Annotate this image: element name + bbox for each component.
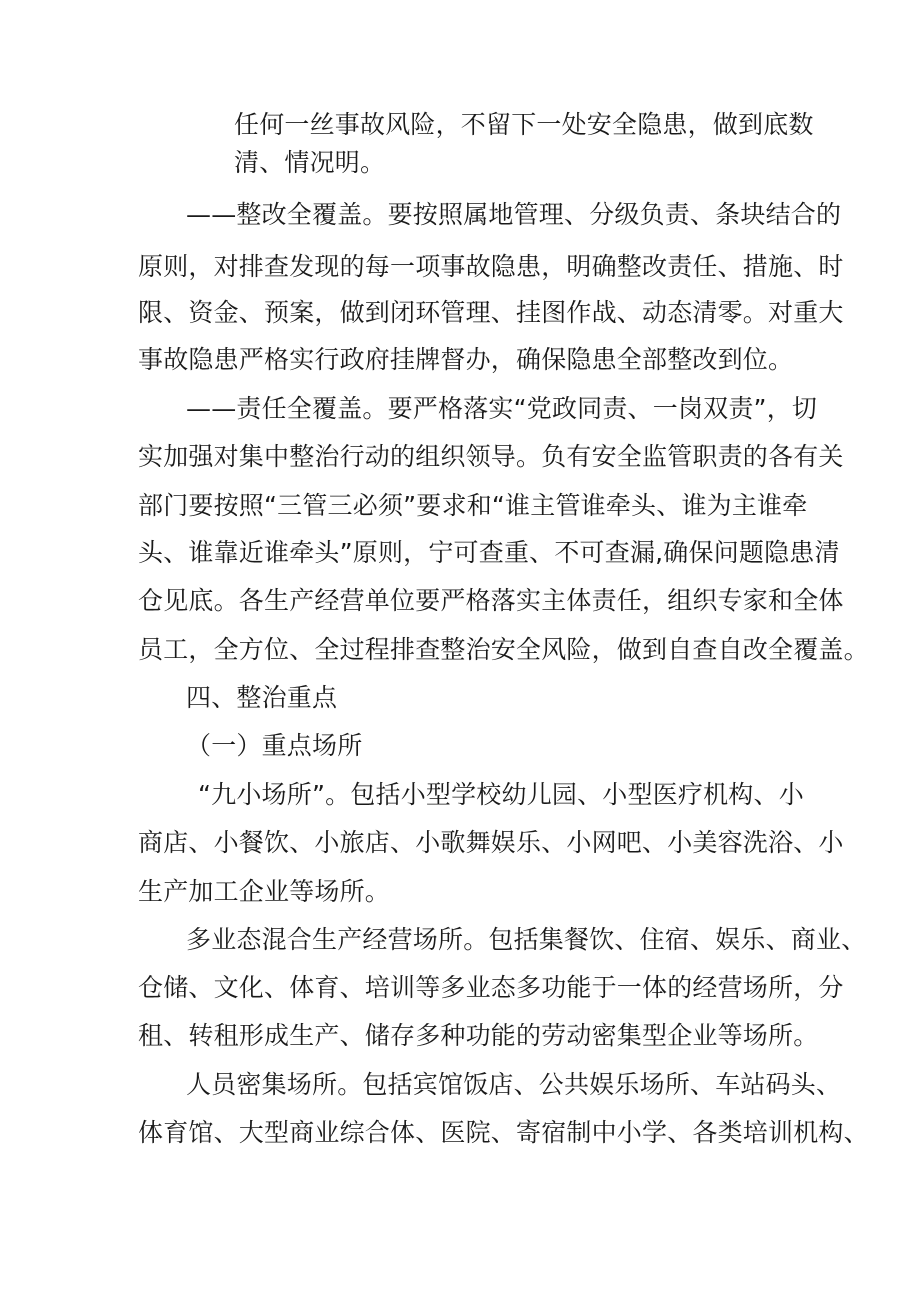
text-line-11: 仓见底。各生产经营单位要严格落实主体责任，组织专家和全体 [138, 586, 844, 615]
text-line-12: 员工，全方位、全过程排查整治安全风险，做到自查自改全覆盖。 [138, 635, 869, 664]
text-line-7: ——责任全覆盖。要严格落实“党政同责、一岗双责”，切 [186, 394, 818, 423]
text-line-9: 部门要按照“三管三必须”要求和“谁主管谁牵头、谁为主谁牵 [138, 491, 808, 520]
text-line-8: 实加强对集中整治行动的组织领导。负有安全监管职责的各有关 [138, 442, 844, 471]
text-line-16: 商店、小餐饮、小旅店、小歌舞娱乐、小网吧、小美容洗浴、小 [138, 828, 844, 857]
subsection-heading: （一）重点场所 [186, 731, 363, 760]
text-line-1: 任何一丝事故风险，不留下一处安全隐患，做到底数 [234, 110, 814, 139]
text-line-17: 生产加工企业等场所。 [138, 877, 391, 906]
text-line-20: 租、转租形成生产、储存多种功能的劳动密集型企业等场所。 [138, 1021, 819, 1050]
text-line-19: 仓储、文化、体育、培训等多业态多功能于一体的经营场所，分 [138, 973, 844, 1002]
text-line-15: “九小场所”。包括小型学校幼儿园、小型医疗机构、小 [198, 780, 804, 809]
section-heading: 四、整治重点 [186, 683, 338, 712]
text-line-6: 事故隐患严格实行政府挂牌督办，确保隐患全部整改到位。 [138, 345, 794, 374]
text-line-10: 头、谁靠近谁牵头”原则，宁可查重、不可查漏,确保问题隐患清 [138, 538, 840, 567]
text-line-22: 体育馆、大型商业综合体、医院、寄宿制中小学、各类培训机构、 [138, 1118, 869, 1147]
text-line-21: 人员密集场所。包括宾馆饭店、公共娱乐场所、车站码头、 [186, 1070, 842, 1099]
text-line-2: 清、情况明。 [234, 148, 386, 177]
text-line-5: 限、资金、预案，做到闭环管理、挂图作战、动态清零。对重大 [138, 298, 844, 327]
text-line-3: ——整改全覆盖。要按照属地管理、分级负责、条块结合的 [186, 200, 842, 229]
text-line-4: 原则，对排查发现的每一项事故隐患，明确整改责任、措施、时 [138, 252, 844, 281]
text-line-18: 多业态混合生产经营场所。包括集餐饮、住宿、娱乐、商业、 [186, 925, 867, 954]
